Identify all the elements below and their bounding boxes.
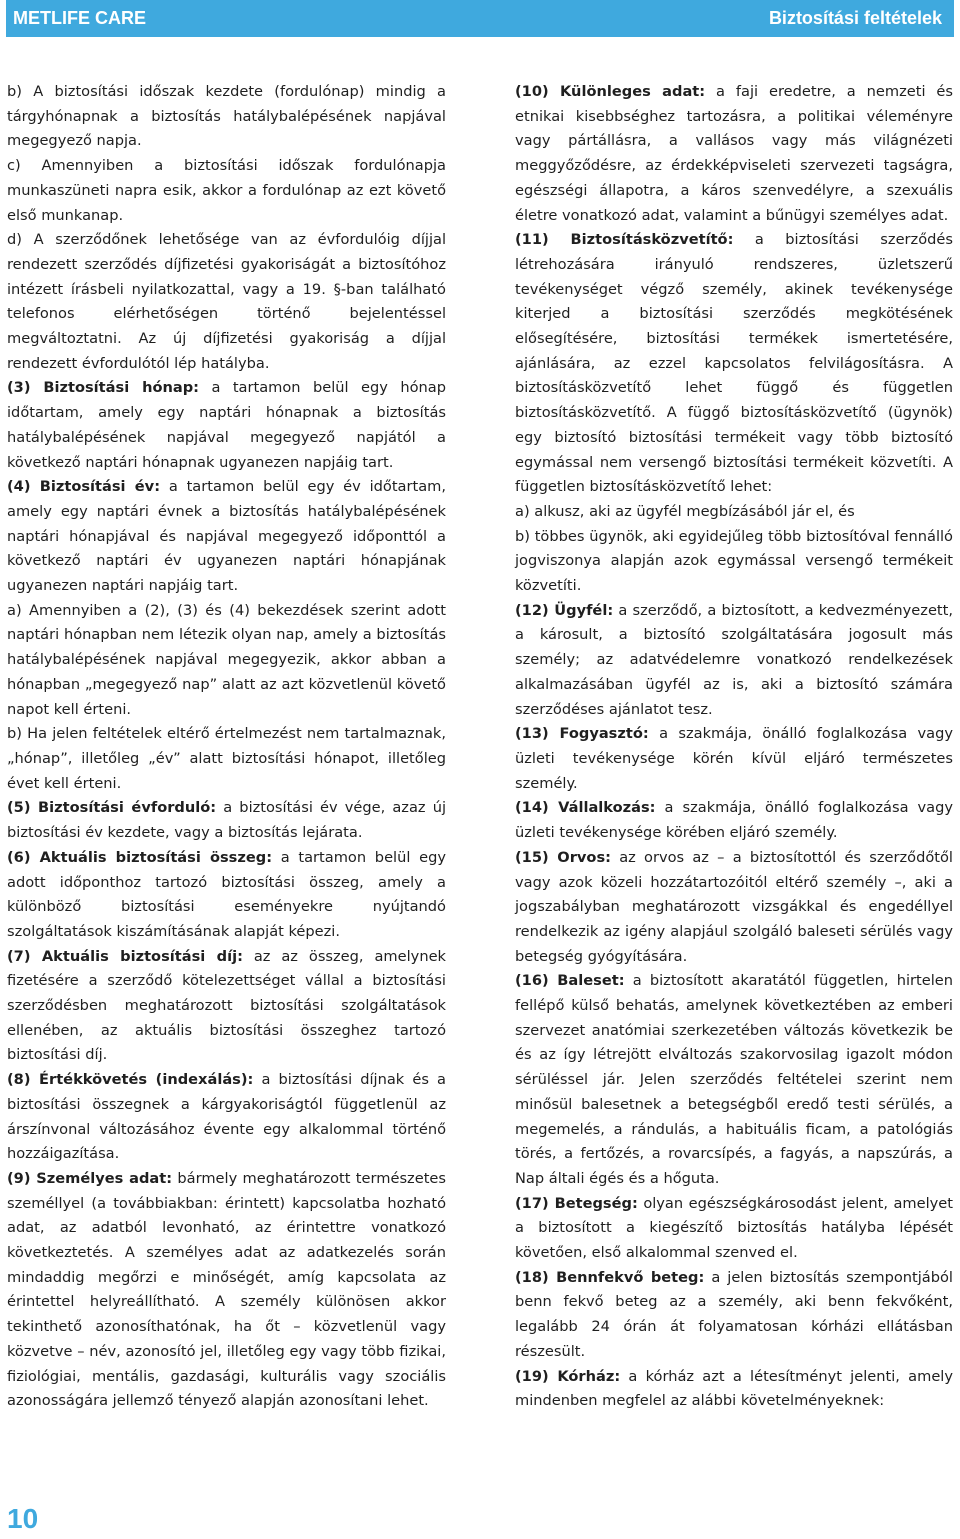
paragraph: (6) Aktuális biztosítási összeg: a tartamon belül egy adott időponthoz tartozó biztosítási összeg, amely a különböző biztosítási eseményekre nyújtandó szolgáltatások kiszámításának alapját képezi. [7, 848, 446, 940]
paragraph: (3) Biztosítási hónap: a tartamon belül egy hónap időtartam, amely egy naptári hónapnak a biztosítás hatálybalépésének napjával megegyező napjától a következő naptári hónapnak ugyanezen napjáig tart. [7, 379, 446, 471]
paragraph: (13) Fogyasztó: a szakmája, önálló foglalkozása vagy üzleti tevékenysége körén kívül eljáró természetes személy. [515, 725, 953, 792]
paragraph: (18) Bennfekvő beteg: a jelen biztosítás szempontjából benn fekvő beteg az a személy, aki benn fekvőként, legalább 24 órán át folyamatosan kórházi ellátásban részesült. [515, 1268, 953, 1360]
paragraph: (7) Aktuális biztosítási díj: az az összeg, amelynek fizetésére a szerződő kötelezettséget vállal a biztosítási szerződésben meghatározott biztosítási szolgáltatások ellenében, az aktuális biztosítási összeghez tartozó biztosítási díj. [7, 947, 446, 1064]
page-number: 10 [7, 1503, 39, 1534]
right-column [515, 80, 953, 1414]
paragraph: a) Amennyiben a (2), (3) és (4) bekezdések szerint adott naptári hónapban nem létezik olyan nap, amely a biztosítás hatálybalépésének napjával megegyezik, akkor abban a hónapban „megegyező nap” alatt az azt közvetlenül követő napot kell érteni. [7, 601, 446, 718]
paragraph: (16) Baleset: a biztosított akaratától független, hirtelen fellépő külső behatás, amelynek következtében az emberi szervezet anatómiai szerkezetében változás következik be és az így létrejött elváltozás szakorvosilag igazolt módon sérüléssel jár. Jelen szerződés feltételei szerint nem minősül balesetnek a betegségből eredő testi sérülés, a megemelés, a rándulás, a habituális ficam, a patológiás törés, a fertőzés, a rovarcsípés, a fagyás, a napszúrás, a Nap általi égés és a hőguta. [515, 972, 953, 1187]
section-title: Biztosítási feltételek [768, 8, 942, 28]
paragraph: (4) Biztosítási év: a tartamon belül egy év időtartam, amely egy naptári évnek a biztosítás hatálybalépésének naptári hónapjával és napjával megegyező időponttól a következő naptári év ugyanezen naptári hónapjának ugyanezen naptári napjáig tart. [7, 478, 446, 595]
page-header [6, 0, 954, 37]
paragraph: d) A szerződőnek lehetősége van az évfordulóig díjjal rendezett szerződés díjfizetési gyakoriságát a biztosítóhoz intézett írásbeli nyilatkozattal, vagy a 19. §-ban található telefonos elérhetőségen történő bejelentéssel megváltoztatni. Az új díjfizetési gyakoriság a díjjal rendezett évfordulótól lép hatályba. [7, 231, 446, 372]
paragraph: (5) Biztosítási évforduló: a biztosítási év vége, azaz új biztosítási év kezdete, vagy a biztosítás lejárata. [7, 799, 446, 842]
paragraph: (9) Személyes adat: bármely meghatározott természetes személlyel (a továbbiakban: érintett) kapcsolatba hozható adat, az adatból levonható, az érintettre vonatkozó következtetés. A személyes adat az adatkezelés során mindaddig megőrzi e minőségét, amíg kapcsolata az érintettel helyreállítható. A személy különösen akkor tekinthető azonosíthatónak, ha őt – közvetlenül vagy közvetve – név, azonosító jel, illetőleg egy vagy több fizikai, fiziológiai, mentális, gazdasági, kulturális vagy szociális azonosságára jellemző tényező alapján azonosítani lehet. [7, 1169, 446, 1410]
paragraph: (17) Betegség: olyan egészségkárosodást jelent, amelyet a biztosított a kiegészítő biztosítás hatályba lépését követően, első alkalommal szenved el. [515, 1194, 953, 1262]
paragraph: (11) Biztosításközvetítő: a biztosítási szerződés létrehozására irányuló rendszeres, üzletszerű tevékenységet végző személy, akinek tevékenysége kiterjed a biztosítási szerződés megkötésének elősegítésére, biztosítási termékek ismertetésére, ajánlására, az ezzel kapcsolatos felvilágosításra. A biztosításközvetítő lehet függő és független biztosításközvetítő. A függő biztosításközvetítő (ügynök) egy biztosító biztosítási termékeit vagy több biztosító egymással nem versengő biztosítási termékeit közvetíti. A független biztosításközvetítő lehet: [515, 231, 953, 496]
paragraph: (19) Kórház: a kórház azt a létesítményt jelenti, amely mindenben megfelel az alábbi követelményeknek: [515, 1367, 953, 1410]
paragraph: (14) Vállalkozás: a szakmája, önálló foglalkozása vagy üzleti tevékenysége körében eljáró személy. [515, 799, 953, 842]
paragraph: b) A biztosítási időszak kezdete (fordulónap) mindig a tárgyhónapnak a biztosítás hatálybalépésének napjával megegyező napja. [7, 83, 446, 150]
paragraph: b) többes ügynök, aki egyidejűleg több biztosítóval fennálló jogviszonya alapján azok egymással versengő termékeit közvetíti. [515, 527, 953, 595]
paragraph: (8) Értékkövetés (indexálás): a biztosítási díjnak és a biztosítási összegnek a kárgyakoriságtól függetlenül az árszínvonal változásához évente egy alkalommal történő hozzáigazítása. [7, 1071, 446, 1163]
brand-title: METLIFE CARE [13, 8, 146, 28]
paragraph: a) alkusz, aki az ügyfél megbízásából jár el, és [515, 502, 855, 520]
left-column [7, 80, 446, 1414]
paragraph: c) Amennyiben a biztosítási időszak fordulónapja munkaszüneti napra esik, akkor a fordulónap az ezt követő első munkanap. [7, 157, 446, 224]
paragraph: (10) Különleges adat: a faji eredetre, a nemzeti és etnikai kisebbséghez tartozásra, a politikai véleményre vagy pártállásra, a vallásos vagy más világnézeti meggyőződésre, az érdekképviseleti szervezeti tagságra, egészségi állapotra, a káros szenvedélyre, a szexuális életre vonatkozó adat, valamint a bűnügyi személyes adat. [515, 83, 953, 224]
paragraph: (12) Ügyfél: a szerződő, a biztosított, a kedvezményezett, a károsult, a biztosító szolgáltatására jogosult más személy; az adatvédelemre vonatkozó rendelkezések alkalmazásában ügyfél az is, aki a biztosító számára szerződéses ajánlatot tesz. [515, 601, 954, 718]
paragraph: b) Ha jelen feltételek eltérő értelmezést nem tartalmaznak, „hónap”, illetőleg „év” alatt biztosítási hónapot, illetőleg évet kell érteni. [7, 725, 446, 792]
paragraph: (15) Orvos: az orvos az – a biztosítottól és szerződőtől vagy azok közeli hozzátartozóitól eltérő személy –, aki a jogszabályban meghatározott vizsgákkal és engedéllyel rendelkezik az igény alapjául szolgáló baleseti sérülés vagy betegség gyógyítására. [515, 848, 953, 965]
